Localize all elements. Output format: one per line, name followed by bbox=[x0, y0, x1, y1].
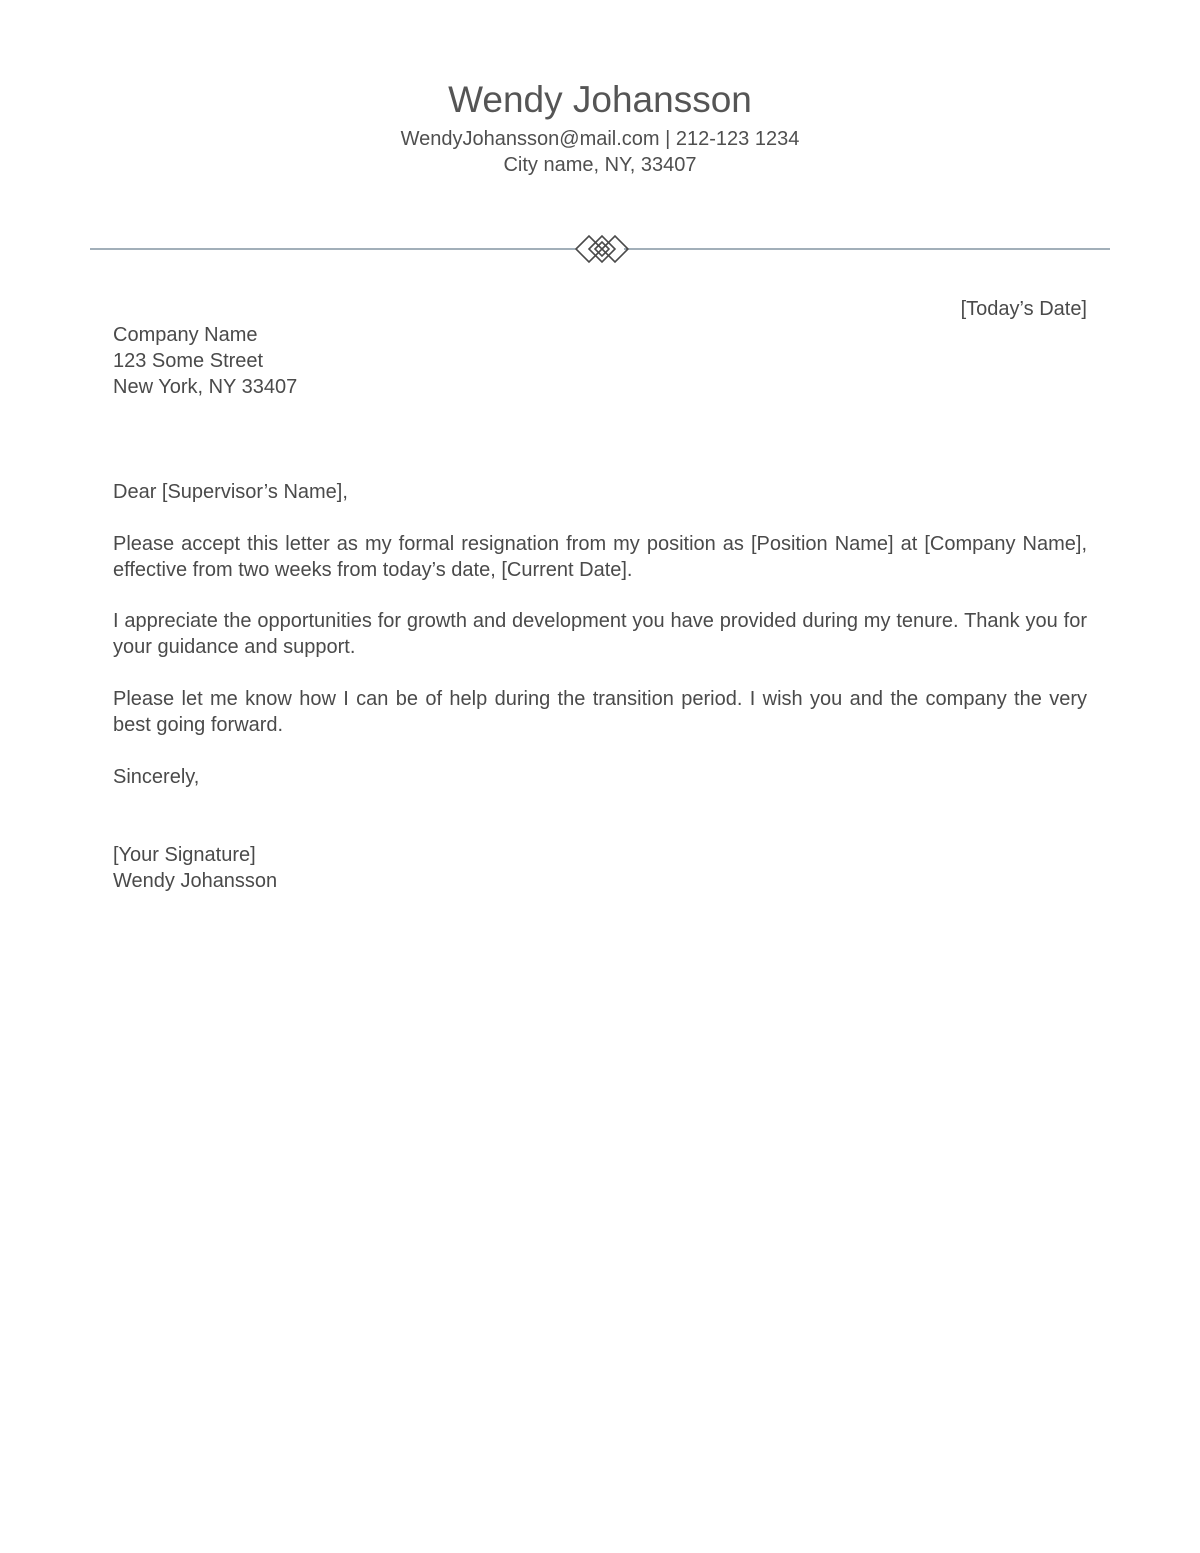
paragraph: Please let me know how I can be of help during the transition period. I wish you and the company the very best going forward. bbox=[113, 688, 1087, 736]
signature-block bbox=[113, 842, 1087, 894]
sender-name: Wendy Johansson bbox=[448, 79, 752, 120]
diamond-ornament-icon bbox=[576, 236, 628, 262]
recipient-city: New York, NY 33407 bbox=[113, 376, 298, 398]
letterhead bbox=[0, 78, 1200, 178]
recipient-street: 123 Some Street bbox=[113, 350, 264, 372]
paragraph: Please accept this letter as my formal resignation from my position as [Position Name] at [Company Name], effective from two weeks from today’s date, [Current Date]. bbox=[113, 533, 1087, 581]
sender-contact: WendyJohansson@mail.com | 212-123 1234 bbox=[400, 128, 800, 150]
letter-date: [Today’s Date] bbox=[960, 298, 1087, 320]
closing: Sincerely, bbox=[113, 766, 200, 788]
paragraph: I appreciate the opportunities for growth and development you have provided during my tenure. Thank you for your guidance and support. bbox=[113, 610, 1087, 658]
signer-name: Wendy Johansson bbox=[113, 870, 278, 892]
salutation: Dear [Supervisor’s Name], bbox=[113, 481, 348, 503]
sender-location: City name, NY, 33407 bbox=[503, 154, 697, 176]
header-divider bbox=[90, 231, 1110, 267]
signature-placeholder: [Your Signature] bbox=[113, 844, 256, 866]
recipient-company: Company Name bbox=[113, 324, 258, 346]
recipient-address bbox=[113, 322, 1087, 400]
